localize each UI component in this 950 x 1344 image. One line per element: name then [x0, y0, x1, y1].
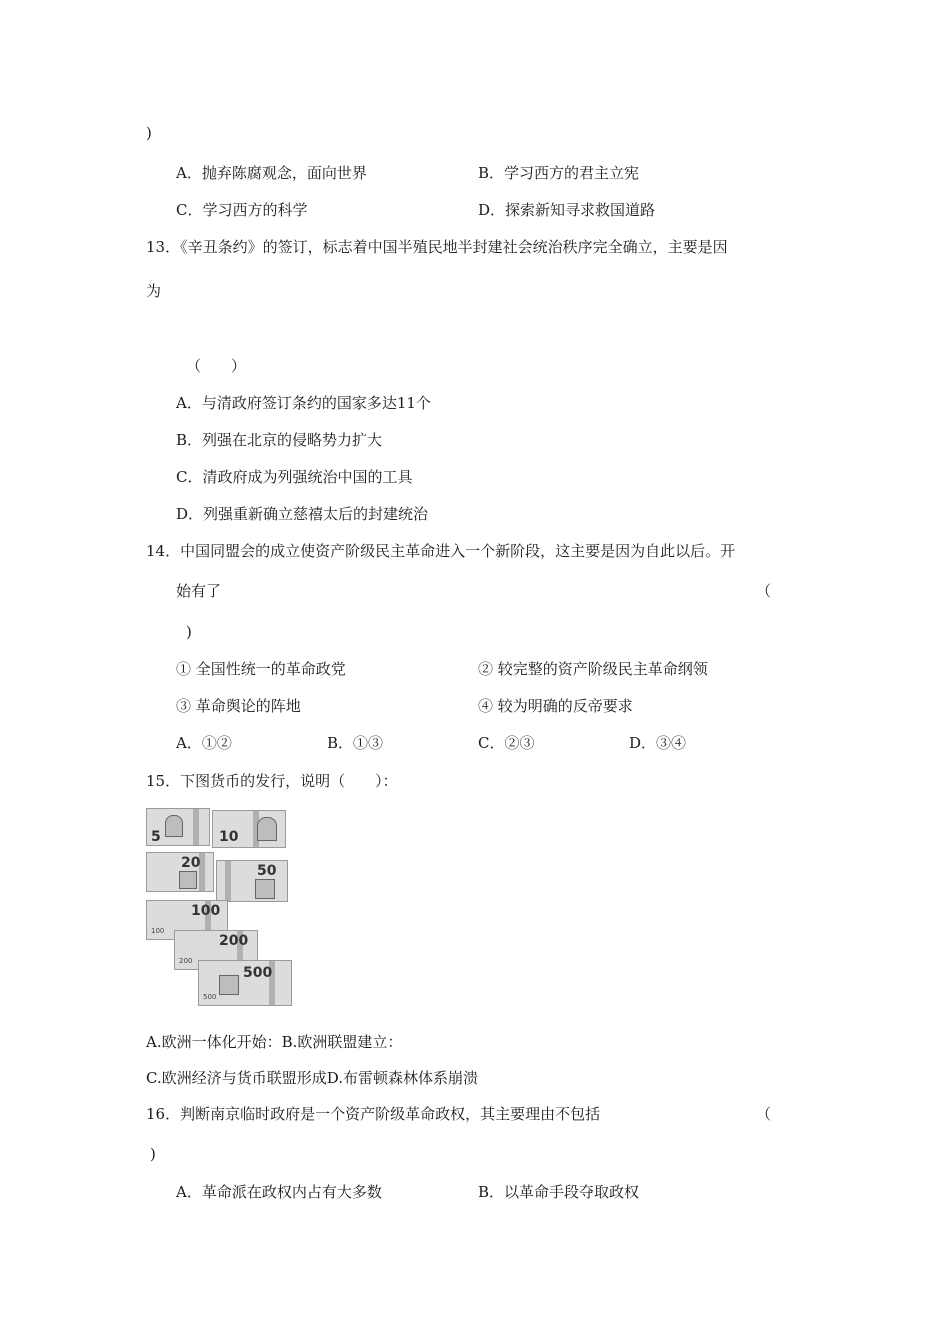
banknote-5: 5: [146, 808, 210, 846]
q14-open-paren: （: [756, 582, 772, 600]
q12-option-b: B．学习西方的君主立宪: [478, 164, 640, 182]
q14-item-1: ① 全国性统一的革命政党: [176, 660, 346, 678]
q13-stem-line2: 为: [146, 282, 162, 300]
q16-option-a: A．革命派在政权内占有大多数: [176, 1183, 382, 1201]
q15-options-line1: A.欧洲一体化开始：B.欧洲联盟建立：: [146, 1033, 403, 1051]
q12-option-a: A．抛弃陈腐观念，面向世界: [176, 164, 367, 182]
q14-option-b: B．①③: [327, 734, 384, 752]
banknote-500: 500 500: [198, 960, 292, 1006]
q16-option-b: B．以革命手段夺取政权: [478, 1183, 640, 1201]
q14-stem-line1: 14．中国同盟会的成立使资产阶级民主革命进入一个新阶段，这主要是因为自此以后。开: [146, 542, 736, 560]
q14-option-c: C．②③: [478, 734, 535, 752]
q16-open-paren: （: [756, 1105, 772, 1123]
q13-option-d: D．列强重新确立慈禧太后的封建统治: [176, 505, 429, 523]
q15-stem: 15．下图货币的发行，说明（ ）：: [146, 772, 398, 790]
q12-option-d: D．探索新知寻求救国道路: [478, 201, 656, 219]
q13-option-b: B．列强在北京的侵略势力扩大: [176, 431, 383, 449]
q12-option-c: C．学习西方的科学: [176, 201, 308, 219]
q15-options-line2: C.欧洲经济与货币联盟形成D.布雷顿森林体系崩溃: [146, 1069, 478, 1087]
q13-option-c: C．清政府成为列强统治中国的工具: [176, 468, 413, 486]
q13-answer-paren: （ ）: [186, 357, 247, 375]
q13-stem-line1: 13．《辛丑条约》的签订，标志着中国半殖民地半封建社会统治秩序完全确立，主要是因: [146, 238, 728, 256]
banknote-50: 50: [216, 860, 288, 902]
banknote-20: 20: [146, 852, 214, 892]
q14-close-paren: ): [186, 623, 192, 641]
q16-close-paren: ): [150, 1145, 156, 1163]
q16-stem: 16．判断南京临时政府是一个资产阶级革命政权，其主要理由不包括: [146, 1105, 601, 1123]
q14-item-2: ② 较完整的资产阶级民主革命纲领: [478, 660, 708, 678]
euro-banknotes-image: [146, 808, 291, 1008]
banknote-10: 10: [212, 810, 286, 848]
q14-item-3: ③ 革命舆论的阵地: [176, 697, 301, 715]
q12-close-paren: ): [146, 124, 152, 142]
q14-stem-line2: 始有了: [176, 582, 222, 600]
banknote-200: 200 200: [174, 930, 258, 970]
banknote-100: 100 100: [146, 900, 228, 940]
q14-option-a: A．①②: [176, 734, 232, 752]
q14-option-d: D．③④: [629, 734, 687, 752]
q14-item-4: ④ 较为明确的反帝要求: [478, 697, 633, 715]
q13-option-a: A．与清政府签订条约的国家多达11个: [176, 394, 431, 412]
